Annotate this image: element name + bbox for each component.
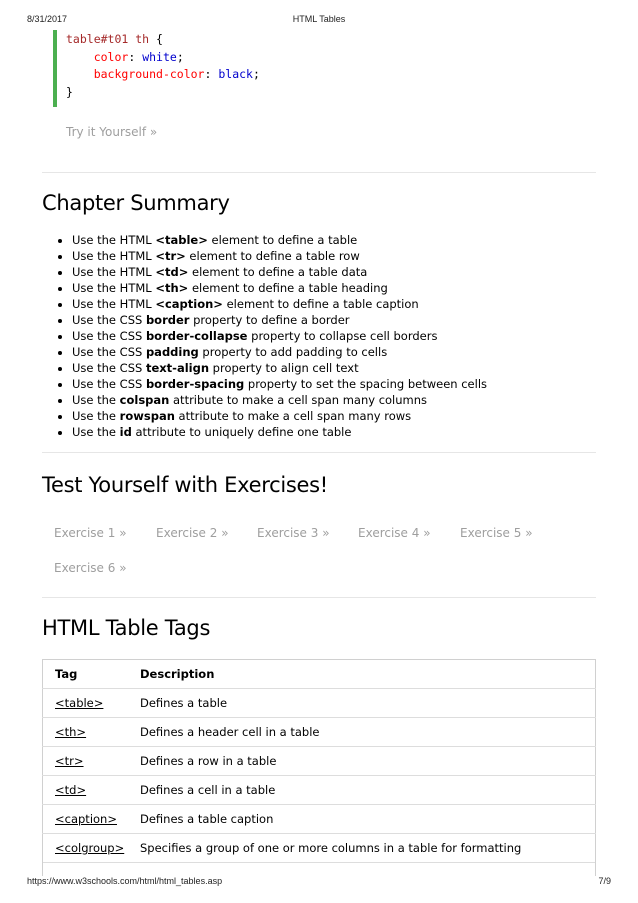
divider — [42, 172, 596, 173]
summary-item: • Use the CSS border-collapse property to collapse cell borders — [72, 328, 487, 344]
tag-description: Defines a table caption — [128, 805, 596, 834]
exercise-5-link[interactable]: Exercise 5 » — [460, 526, 533, 540]
chapter-summary-list — [56, 232, 487, 440]
exercise-4-link[interactable]: Exercise 4 » — [358, 526, 431, 540]
summary-item: • Use the colspan attribute to make a cell span many columns — [72, 392, 487, 408]
tag-description: Defines a row in a table — [128, 747, 596, 776]
tag-link[interactable]: <th> — [43, 718, 129, 747]
summary-keyword: border-spacing — [145, 377, 245, 391]
table-row — [43, 689, 596, 718]
summary-item: • Use the HTML <td> element to define a table data — [72, 264, 487, 280]
summary-keyword: <table> — [155, 233, 208, 247]
code-example — [53, 30, 357, 107]
summary-keyword: text-align — [145, 361, 210, 375]
exercise-6-link[interactable]: Exercise 6 » — [54, 561, 127, 575]
print-page-number: 7/9 — [598, 876, 611, 886]
summary-keyword: border — [145, 313, 190, 327]
tag-description: Defines a table — [128, 689, 596, 718]
summary-item: • Use the HTML <table> element to define a table — [72, 232, 487, 248]
summary-item: • Use the rowspan attribute to make a cell span many rows — [72, 408, 487, 424]
code-line-2: color: white; — [93, 50, 184, 64]
code-line-3: background-color: black; — [93, 67, 260, 81]
summary-item: • Use the id attribute to uniquely define one table — [72, 424, 487, 440]
summary-keyword: <caption> — [155, 297, 223, 311]
tag-link[interactable]: <colgroup> — [43, 834, 129, 863]
exercise-3-link[interactable]: Exercise 3 » — [257, 526, 330, 540]
chapter-summary-heading: Chapter Summary — [42, 191, 230, 215]
table-row — [43, 805, 596, 834]
summary-item: • Use the CSS border property to define a border — [72, 312, 487, 328]
exercises-heading: Test Yourself with Exercises! — [42, 473, 328, 497]
table-tags-heading: HTML Table Tags — [42, 616, 211, 640]
code-line-4: } — [66, 85, 73, 99]
tag-link[interactable]: <tr> — [43, 747, 129, 776]
summary-item: • Use the CSS padding property to add padding to cells — [72, 344, 487, 360]
summary-keyword: <th> — [155, 281, 189, 295]
code-line-1: table#t01 th { — [66, 32, 163, 46]
try-it-yourself-link[interactable]: Try it Yourself » — [66, 125, 158, 139]
table-row — [43, 718, 596, 747]
divider — [42, 597, 596, 598]
print-title: HTML Tables — [292, 14, 346, 24]
summary-keyword: id — [119, 425, 132, 439]
summary-keyword: padding — [145, 345, 199, 359]
print-date: 8/31/2017 — [27, 14, 68, 24]
exercise-1-link[interactable]: Exercise 1 » — [54, 526, 127, 540]
summary-item: • Use the HTML <tr> element to define a table row — [72, 248, 487, 264]
tag-link[interactable]: <caption> — [43, 805, 129, 834]
summary-item: • Use the HTML <th> element to define a table heading — [72, 280, 487, 296]
tag-description: Defines a cell in a table — [128, 776, 596, 805]
summary-keyword: border-collapse — [145, 329, 248, 343]
print-url: https://www.w3schools.com/html/html_tables.asp — [27, 876, 223, 886]
summary-keyword: colspan — [119, 393, 170, 407]
print-footer — [27, 876, 611, 888]
column-header-description: Description — [128, 660, 596, 689]
tag-link[interactable]: <table> — [43, 689, 129, 718]
summary-keyword: rowspan — [119, 409, 175, 423]
exercise-2-link[interactable]: Exercise 2 » — [156, 526, 229, 540]
summary-keyword: <td> — [155, 265, 189, 279]
print-header — [27, 14, 611, 26]
table-row — [43, 747, 596, 776]
summary-item: • Use the CSS border-spacing property to set the spacing between cells — [72, 376, 487, 392]
html-table-tags-table — [42, 659, 596, 863]
table-row — [43, 776, 596, 805]
table-continuation — [42, 858, 596, 876]
summary-keyword: <tr> — [155, 249, 186, 263]
column-header-tag: Tag — [43, 660, 129, 689]
tag-description: Defines a header cell in a table — [128, 718, 596, 747]
summary-item: • Use the HTML <caption> element to define a table caption — [72, 296, 487, 312]
divider — [42, 452, 596, 453]
table-header-row — [43, 660, 596, 689]
summary-item: • Use the CSS text-align property to align cell text — [72, 360, 487, 376]
tag-description: Specifies a group of one or more columns in a table for formatting — [128, 834, 596, 863]
tag-link[interactable]: <td> — [43, 776, 129, 805]
